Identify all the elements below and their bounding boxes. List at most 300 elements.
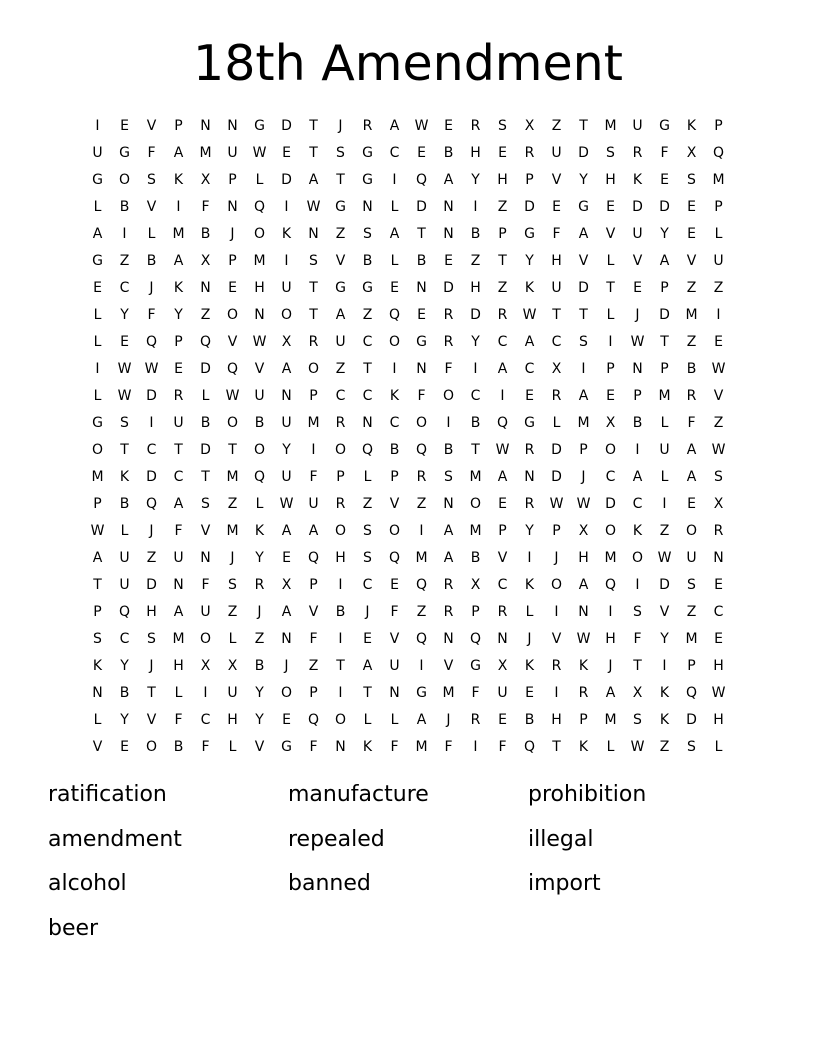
grid-letter: D — [200, 361, 211, 377]
grid-letter: Q — [415, 442, 428, 458]
grid-letter: M — [415, 550, 428, 566]
grid-letter: Q — [388, 307, 401, 323]
grid-letter: E — [525, 685, 534, 701]
grid-letter: B — [254, 415, 265, 431]
grid-letter: A — [389, 226, 400, 242]
grid-letter: M — [712, 172, 725, 188]
grid-letter: J — [230, 226, 235, 242]
grid-letter: V — [146, 712, 157, 728]
grid-letter: O — [145, 739, 158, 755]
grid-row — [84, 248, 732, 275]
grid-letter: K — [173, 172, 184, 188]
grid-letter: C — [362, 388, 373, 404]
grid-letter: G — [92, 415, 103, 431]
grid-letter: A — [443, 550, 454, 566]
grid-letter: E — [525, 388, 534, 404]
grid-letter: H — [470, 280, 481, 296]
grid-letter: R — [524, 145, 535, 161]
grid-letter: Q — [496, 415, 509, 431]
grid-letter: D — [632, 199, 643, 215]
word-list-item: banned — [288, 871, 371, 896]
grid-letter: P — [660, 361, 669, 377]
grid-letter: N — [200, 280, 211, 296]
grid-letter: F — [201, 739, 210, 755]
grid-letter: W — [306, 199, 321, 215]
grid-letter: U — [281, 415, 292, 431]
grid-letter: C — [497, 577, 508, 593]
grid-letter: P — [525, 172, 534, 188]
grid-row — [84, 329, 732, 356]
grid-letter: O — [91, 442, 104, 458]
grid-letter: I — [392, 361, 397, 377]
grid-letter: K — [578, 658, 589, 674]
grid-letter: H — [551, 253, 562, 269]
grid-letter: F — [147, 145, 156, 161]
grid-letter: C — [389, 415, 400, 431]
grid-letter: V — [605, 226, 616, 242]
grid-letter: H — [713, 658, 724, 674]
grid-letter: O — [388, 334, 401, 350]
grid-letter: L — [390, 199, 399, 215]
grid-letter: O — [118, 172, 131, 188]
grid-letter: E — [687, 226, 696, 242]
grid-letter: E — [606, 388, 615, 404]
grid-letter: N — [92, 685, 103, 701]
grid-letter: D — [416, 199, 427, 215]
grid-letter: A — [578, 226, 589, 242]
grid-letter: N — [308, 226, 319, 242]
grid-letter: O — [334, 712, 347, 728]
grid-letter: M — [604, 712, 617, 728]
grid-letter: K — [173, 280, 184, 296]
grid-letter: I — [203, 685, 208, 701]
grid-letter: B — [200, 226, 211, 242]
grid-letter: N — [443, 199, 454, 215]
grid-letter: R — [578, 685, 589, 701]
grid-letter: E — [633, 280, 642, 296]
grid-letter: Q — [361, 442, 374, 458]
grid-letter: N — [281, 388, 292, 404]
grid-letter: X — [200, 253, 211, 269]
grid-letter: N — [389, 685, 400, 701]
grid-letter: D — [281, 118, 292, 134]
grid-letter: Q — [145, 496, 158, 512]
grid-row — [84, 302, 732, 329]
grid-letter: V — [227, 334, 238, 350]
grid-letter: Q — [415, 172, 428, 188]
grid-letter: E — [363, 631, 372, 647]
grid-letter: F — [390, 739, 399, 755]
grid-letter: E — [606, 199, 615, 215]
grid-letter: S — [606, 145, 615, 161]
grid-letter: N — [497, 631, 508, 647]
grid-letter: W — [711, 361, 726, 377]
grid-row — [84, 437, 732, 464]
grid-letter: Q — [469, 631, 482, 647]
grid-letter: T — [579, 118, 588, 134]
grid-letter: P — [471, 604, 480, 620]
grid-letter: A — [605, 685, 616, 701]
grid-letter: A — [659, 253, 670, 269]
word-list-item: amendment — [48, 826, 182, 852]
grid-letter: B — [362, 253, 373, 269]
grid-letter: L — [363, 712, 372, 728]
grid-letter: D — [146, 577, 157, 593]
grid-letter: V — [308, 604, 319, 620]
grid-letter: F — [660, 145, 669, 161]
grid-letter: T — [363, 685, 372, 701]
grid-letter: A — [686, 469, 697, 485]
grid-letter: P — [714, 199, 723, 215]
grid-letter: I — [554, 685, 559, 701]
grid-letter: M — [604, 118, 617, 134]
grid-letter: B — [389, 442, 400, 458]
grid-letter: F — [552, 226, 561, 242]
grid-letter: N — [200, 118, 211, 134]
grid-letter: P — [93, 496, 102, 512]
grid-letter: T — [552, 307, 561, 323]
grid-letter: I — [500, 388, 505, 404]
grid-letter: N — [362, 199, 373, 215]
grid-letter: O — [685, 523, 698, 539]
grid-letter: Q — [226, 361, 239, 377]
grid-letter: U — [632, 226, 643, 242]
grid-letter: R — [497, 307, 508, 323]
grid-letter: O — [604, 523, 617, 539]
grid-letter: E — [714, 334, 723, 350]
grid-row — [84, 491, 732, 518]
grid-letter: R — [173, 388, 184, 404]
letter-grid — [84, 113, 732, 761]
word-list-item: import — [528, 871, 601, 896]
grid-letter: Z — [254, 631, 265, 647]
grid-letter: N — [578, 604, 589, 620]
word-list-item: ratification — [48, 782, 167, 807]
grid-letter: I — [419, 658, 424, 674]
grid-letter: D — [551, 442, 562, 458]
grid-letter: F — [174, 712, 183, 728]
grid-letter: Z — [686, 334, 697, 350]
grid-letter: D — [659, 199, 670, 215]
grid-letter: P — [174, 118, 183, 134]
grid-letter: C — [173, 469, 184, 485]
grid-letter: T — [552, 739, 561, 755]
grid-letter: T — [174, 442, 183, 458]
grid-letter: W — [549, 496, 564, 512]
grid-letter: G — [524, 415, 535, 431]
grid-letter: H — [713, 712, 724, 728]
grid-letter: R — [335, 415, 346, 431]
grid-letter: W — [414, 118, 429, 134]
grid-letter: O — [334, 442, 347, 458]
grid-letter: S — [147, 172, 156, 188]
grid-row — [84, 194, 732, 221]
grid-letter: I — [554, 604, 559, 620]
grid-letter: N — [632, 361, 643, 377]
grid-letter: I — [338, 631, 343, 647]
grid-letter: Q — [253, 469, 266, 485]
grid-letter: U — [632, 118, 643, 134]
grid-letter: X — [551, 361, 562, 377]
grid-letter: S — [444, 469, 453, 485]
grid-letter: R — [443, 577, 454, 593]
grid-letter: Z — [416, 604, 427, 620]
grid-letter: I — [608, 604, 613, 620]
grid-row — [84, 356, 732, 383]
grid-letter: I — [635, 577, 640, 593]
grid-letter: L — [606, 307, 615, 323]
grid-letter: U — [173, 550, 184, 566]
grid-letter: I — [149, 415, 154, 431]
grid-letter: S — [687, 577, 696, 593]
grid-letter: E — [282, 550, 291, 566]
grid-letter: S — [687, 739, 696, 755]
grid-letter: X — [497, 658, 508, 674]
grid-letter: J — [257, 604, 262, 620]
grid-letter: R — [308, 334, 319, 350]
grid-letter: Z — [119, 253, 130, 269]
grid-letter: A — [497, 469, 508, 485]
grid-letter: S — [579, 334, 588, 350]
grid-letter: J — [149, 658, 154, 674]
grid-letter: A — [497, 361, 508, 377]
grid-letter: U — [659, 442, 670, 458]
grid-letter: L — [390, 712, 399, 728]
grid-letter: S — [336, 145, 345, 161]
grid-letter: L — [714, 226, 723, 242]
grid-letter: E — [93, 280, 102, 296]
grid-letter: P — [390, 469, 399, 485]
grid-letter: Z — [659, 523, 670, 539]
grid-letter: O — [199, 631, 212, 647]
grid-letter: U — [227, 145, 238, 161]
grid-letter: M — [172, 226, 185, 242]
grid-letter: R — [524, 442, 535, 458]
grid-letter: G — [335, 199, 346, 215]
grid-letter: D — [443, 280, 454, 296]
grid-letter: W — [279, 496, 294, 512]
grid-letter: V — [443, 658, 454, 674]
grid-letter: C — [146, 442, 157, 458]
grid-letter: Z — [227, 496, 238, 512]
grid-letter: U — [119, 577, 130, 593]
grid-letter: T — [93, 577, 102, 593]
grid-letter: P — [579, 712, 588, 728]
grid-letter: W — [90, 523, 105, 539]
grid-letter: P — [336, 469, 345, 485]
grid-letter: R — [551, 388, 562, 404]
grid-letter: M — [172, 631, 185, 647]
grid-letter: G — [335, 280, 346, 296]
grid-letter: N — [524, 469, 535, 485]
grid-letter: E — [498, 145, 507, 161]
grid-letter: A — [281, 361, 292, 377]
grid-letter: J — [608, 658, 613, 674]
grid-letter: L — [93, 307, 102, 323]
grid-row — [84, 221, 732, 248]
grid-letter: M — [469, 469, 482, 485]
grid-letter: N — [416, 280, 427, 296]
grid-letter: B — [200, 415, 211, 431]
grid-letter: P — [714, 118, 723, 134]
grid-row — [84, 275, 732, 302]
grid-letter: P — [660, 280, 669, 296]
grid-letter: R — [335, 496, 346, 512]
grid-letter: E — [120, 739, 129, 755]
grid-letter: M — [199, 145, 212, 161]
grid-letter: J — [230, 550, 235, 566]
grid-letter: J — [581, 469, 586, 485]
grid-letter: U — [497, 685, 508, 701]
grid-letter: O — [442, 388, 455, 404]
grid-letter: Z — [497, 199, 508, 215]
grid-letter: V — [146, 118, 157, 134]
grid-letter: T — [228, 442, 237, 458]
grid-letter: Z — [497, 280, 508, 296]
grid-letter: B — [416, 253, 427, 269]
grid-letter: O — [280, 685, 293, 701]
grid-letter: P — [309, 388, 318, 404]
grid-letter: V — [146, 199, 157, 215]
grid-letter: V — [389, 631, 400, 647]
grid-letter: P — [228, 253, 237, 269]
grid-letter: T — [633, 658, 642, 674]
grid-letter: K — [281, 226, 292, 242]
grid-letter: V — [659, 604, 670, 620]
grid-letter: O — [307, 361, 320, 377]
grid-letter: U — [335, 334, 346, 350]
grid-letter: N — [335, 739, 346, 755]
grid-letter: E — [174, 361, 183, 377]
grid-letter: G — [362, 172, 373, 188]
grid-letter: S — [363, 523, 372, 539]
grid-letter: K — [524, 658, 535, 674]
grid-letter: L — [525, 604, 534, 620]
grid-row — [84, 464, 732, 491]
grid-row — [84, 518, 732, 545]
grid-letter: K — [524, 577, 535, 593]
grid-letter: D — [686, 712, 697, 728]
grid-row — [84, 113, 732, 140]
grid-letter: F — [498, 739, 507, 755]
grid-letter: O — [550, 577, 563, 593]
grid-letter: Y — [471, 334, 480, 350]
grid-letter: L — [606, 253, 615, 269]
grid-letter: K — [578, 739, 589, 755]
grid-letter: T — [120, 442, 129, 458]
grid-letter: N — [227, 199, 238, 215]
grid-letter: I — [446, 415, 451, 431]
grid-letter: D — [524, 199, 535, 215]
grid-letter: A — [686, 442, 697, 458]
grid-letter: L — [147, 226, 156, 242]
grid-letter: E — [660, 172, 669, 188]
grid-letter: O — [253, 442, 266, 458]
grid-letter: D — [551, 469, 562, 485]
grid-letter: Z — [551, 118, 562, 134]
grid-letter: R — [524, 496, 535, 512]
grid-letter: T — [660, 334, 669, 350]
grid-letter: T — [309, 118, 318, 134]
grid-letter: Q — [307, 712, 320, 728]
grid-letter: Q — [199, 334, 212, 350]
grid-letter: W — [576, 496, 591, 512]
grid-letter: O — [226, 307, 239, 323]
grid-letter: C — [713, 604, 724, 620]
grid-letter: N — [227, 118, 238, 134]
grid-letter: C — [119, 280, 130, 296]
grid-letter: U — [308, 496, 319, 512]
grid-letter: I — [473, 199, 478, 215]
grid-letter: B — [119, 199, 130, 215]
grid-letter: U — [254, 388, 265, 404]
grid-letter: L — [390, 253, 399, 269]
grid-letter: A — [281, 604, 292, 620]
grid-letter: N — [281, 631, 292, 647]
grid-letter: Z — [470, 253, 481, 269]
grid-letter: A — [173, 145, 184, 161]
grid-letter: F — [417, 388, 426, 404]
grid-letter: L — [93, 712, 102, 728]
grid-letter: L — [255, 496, 264, 512]
grid-letter: M — [604, 550, 617, 566]
grid-letter: F — [687, 415, 696, 431]
grid-letter: K — [389, 388, 400, 404]
grid-letter: X — [713, 496, 724, 512]
grid-letter: B — [119, 685, 130, 701]
grid-letter: S — [633, 604, 642, 620]
grid-letter: V — [551, 172, 562, 188]
grid-letter: G — [470, 658, 481, 674]
grid-letter: A — [443, 523, 454, 539]
word-list-item: prohibition — [528, 782, 647, 807]
grid-letter: Q — [712, 145, 725, 161]
word-list-item: repealed — [288, 826, 385, 852]
grid-letter: E — [552, 199, 561, 215]
grid-letter: U — [200, 604, 211, 620]
grid-letter: I — [662, 658, 667, 674]
grid-row — [84, 383, 732, 410]
grid-letter: Z — [659, 739, 670, 755]
grid-letter: N — [200, 550, 211, 566]
grid-letter: A — [578, 577, 589, 593]
grid-letter: V — [254, 739, 265, 755]
grid-letter: B — [254, 658, 265, 674]
grid-letter: X — [227, 658, 238, 674]
grid-letter: N — [416, 361, 427, 377]
grid-letter: M — [307, 415, 320, 431]
grid-letter: H — [254, 280, 265, 296]
grid-row — [84, 545, 732, 572]
word-list-item: beer — [48, 915, 99, 941]
grid-letter: L — [660, 469, 669, 485]
grid-letter: Z — [146, 550, 157, 566]
grid-letter: I — [284, 199, 289, 215]
grid-letter: W — [144, 361, 159, 377]
grid-letter: M — [577, 415, 590, 431]
grid-row — [84, 599, 732, 626]
grid-letter: A — [92, 226, 103, 242]
grid-letter: U — [551, 280, 562, 296]
grid-letter: M — [415, 739, 428, 755]
grid-letter: K — [659, 712, 670, 728]
grid-letter: F — [147, 307, 156, 323]
grid-letter: L — [606, 739, 615, 755]
grid-letter: F — [309, 739, 318, 755]
grid-letter: I — [608, 334, 613, 350]
grid-letter: S — [363, 550, 372, 566]
grid-letter: A — [362, 658, 373, 674]
